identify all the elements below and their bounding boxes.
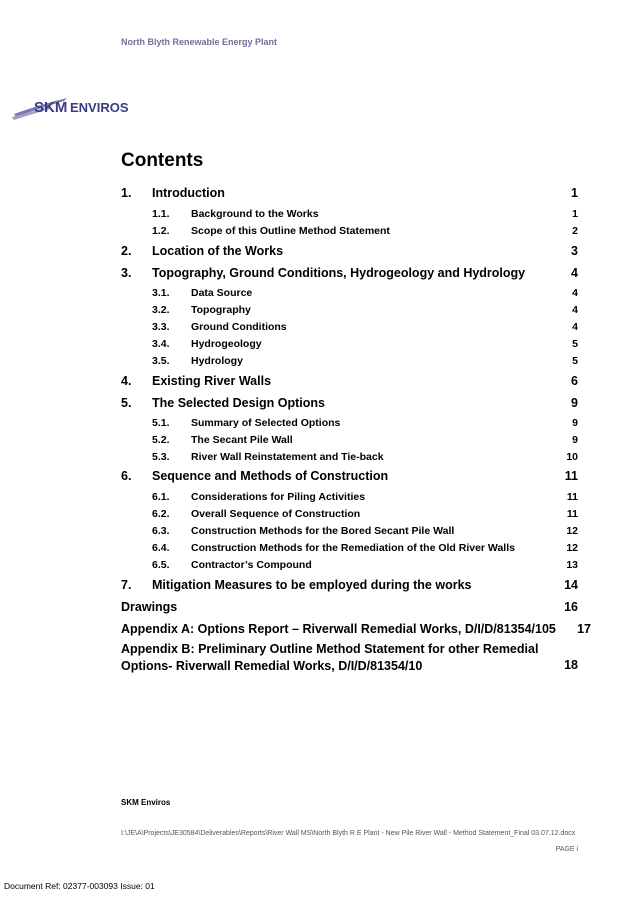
toc-entry[interactable]: 7. Mitigation Measures to be employed during the works 14 xyxy=(121,578,578,592)
toc-subentry[interactable]: 6.1. Considerations for Piling Activities 11 xyxy=(152,491,578,503)
toc-entry[interactable]: Drawings 16 xyxy=(121,600,578,614)
toc-subentry[interactable]: 5.1. Summary of Selected Options 9 xyxy=(152,417,578,429)
footer-company: SKM Enviros xyxy=(121,798,171,807)
toc-entry[interactable]: 6. Sequence and Methods of Construction 11 xyxy=(121,469,578,483)
footer-page-number: PAGE i xyxy=(555,846,578,853)
svg-text:SKM: SKM xyxy=(34,99,68,116)
toc-subentry[interactable]: 3.3. Ground Conditions 4 xyxy=(152,321,578,333)
toc-entry[interactable]: 4. Existing River Walls 6 xyxy=(121,374,578,388)
toc-entry[interactable]: 3. Topography, Ground Conditions, Hydrogeology and Hydrology 4 xyxy=(121,266,578,280)
toc-subentry[interactable]: 6.5. Contractor’s Compound 13 xyxy=(152,559,578,571)
running-header: North Blyth Renewable Energy Plant xyxy=(121,37,278,47)
svg-text:ENVIROS: ENVIROS xyxy=(70,100,129,115)
skm-enviros-logo xyxy=(12,92,137,122)
toc-subentry[interactable]: 6.2. Overall Sequence of Construction 11 xyxy=(152,508,578,520)
toc-subentry[interactable]: 3.5. Hydrology 5 xyxy=(152,355,578,367)
toc-entry[interactable]: 2. Location of the Works 3 xyxy=(121,244,578,258)
document-reference: Document Ref: 02377-003093 Issue: 01 xyxy=(4,881,155,891)
toc-subentry[interactable]: 1.1. Background to the Works 1 xyxy=(152,208,578,220)
toc-subentry[interactable]: 5.3. River Wall Reinstatement and Tie-back 10 xyxy=(152,451,578,463)
toc-entry[interactable]: 1. Introduction 1 xyxy=(121,186,578,200)
footer-file-path: I:\JE\A\Projects\JE30584\Deliverables\Reports\River Wall MS\North Blyth R E Plant - New Pile River Wall - Method Statement_Final 03.07.12.docx xyxy=(121,830,576,837)
toc-subentry[interactable]: 6.3. Construction Methods for the Bored Secant Pile Wall 12 xyxy=(152,525,578,537)
toc-entry[interactable]: Appendix B: Preliminary Outline Method Statement for other Remedial Options- Riverwall Remedial Works, D/I/D/81354/10 18 xyxy=(121,642,578,673)
toc-entry[interactable]: 5. The Selected Design Options 9 xyxy=(121,396,578,410)
toc-title: Contents xyxy=(121,150,204,171)
toc-subentry[interactable]: 6.4. Construction Methods for the Remediation of the Old River Walls 12 xyxy=(152,542,578,554)
toc-subentry[interactable]: 3.1. Data Source 4 xyxy=(152,287,578,299)
toc-subentry[interactable]: 3.2. Topography 4 xyxy=(152,304,578,316)
toc-subentry[interactable]: 3.4. Hydrogeology 5 xyxy=(152,338,578,350)
toc-entry[interactable]: Appendix A: Options Report – Riverwall Remedial Works, D/I/D/81354/105 17 xyxy=(121,622,591,636)
toc-subentry[interactable]: 5.2. The Secant Pile Wall 9 xyxy=(152,434,578,446)
toc-subentry[interactable]: 1.2. Scope of this Outline Method Statement 2 xyxy=(152,225,578,237)
